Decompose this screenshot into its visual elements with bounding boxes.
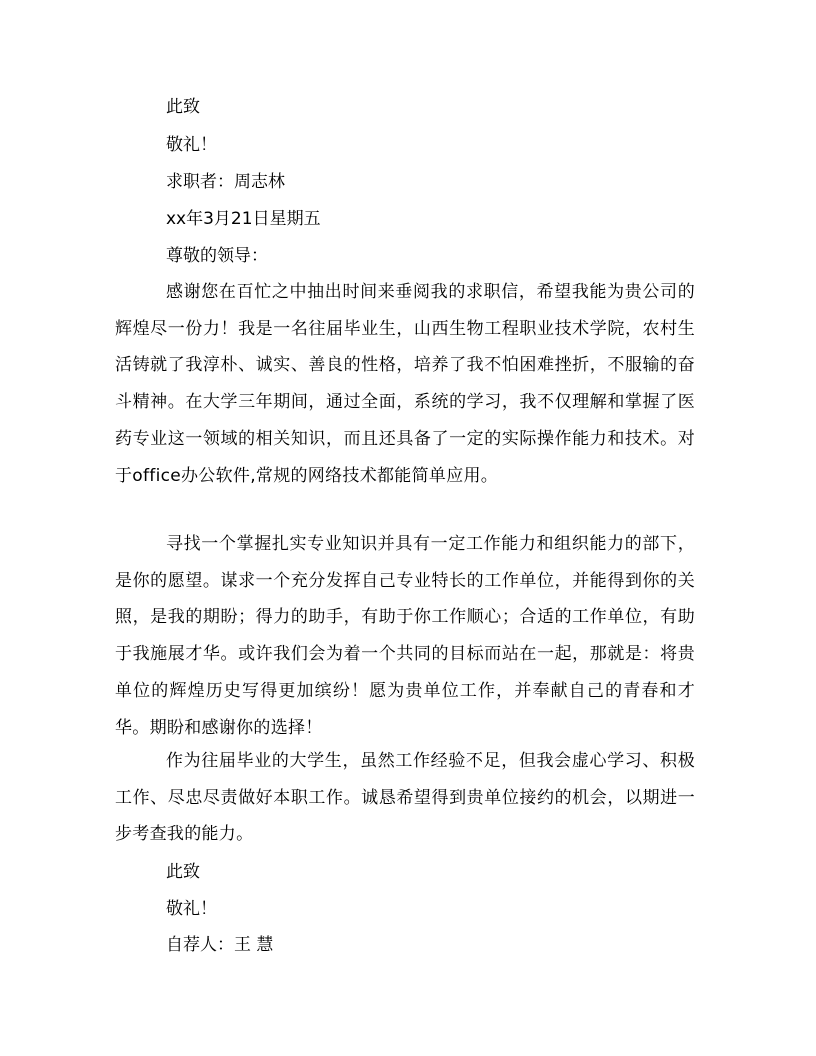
body-paragraph-1: 感谢您在百忙之中抽出时间来垂阅我的求职信，希望我能为贵公司的辉煌尽一份力！我是一名往届毕业生，山西生物工程职业技术学院，农村生活铸就了我淳朴、诚实、善良的性格，培养了我不怕困难挫折，不服输的奋斗精神。在大学三年期间，通过全面，系统的学习，我不仅理解和掌握了医药专业这一领域的相关知识，而且还具备了一定的实际操作能力和技术。对于office办公软件,常规的网络技术都能简单应用。	[115, 282, 695, 486]
body-paragraph-3: 作为往届毕业的大学生，虽然工作经验不足，但我会虚心学习、积极工作、尽忠尽责做好本职工作。诚恳希望得到贵单位接约的机会，以期进一步考查我的能力。	[115, 751, 695, 845]
recommender-signature: 自荐人：王 慧	[166, 935, 274, 955]
body-paragraph-2: 寻找一个掌握扎实专业知识并具有一定工作能力和组织能力的部下，是你的愿望。谋求一个充分发挥自己专业特长的工作单位，并能得到你的关照，是我的期盼；得力的助手，有助于你工作顺心；合适的工作单位，有助于我施展才华。或许我们会为着一个共同的目标而站在一起，那就是：将贵单位的辉煌历史写得更加缤纷！愿为贵单位工作，并奉献自己的青春和才华。期盼和感谢你的选择！	[115, 534, 695, 738]
closing-regards-top: 敬礼！	[166, 135, 217, 155]
closing-regards-bottom: 敬礼！	[166, 899, 217, 919]
closing-salutation-bottom: 此致	[166, 862, 200, 882]
applicant-signature: 求职者：周志林	[166, 172, 285, 192]
letter-salutation: 尊敬的领导：	[166, 246, 268, 266]
closing-salutation-top: 此致	[166, 97, 200, 117]
letter-date: xx年3月21日星期五	[166, 209, 321, 229]
